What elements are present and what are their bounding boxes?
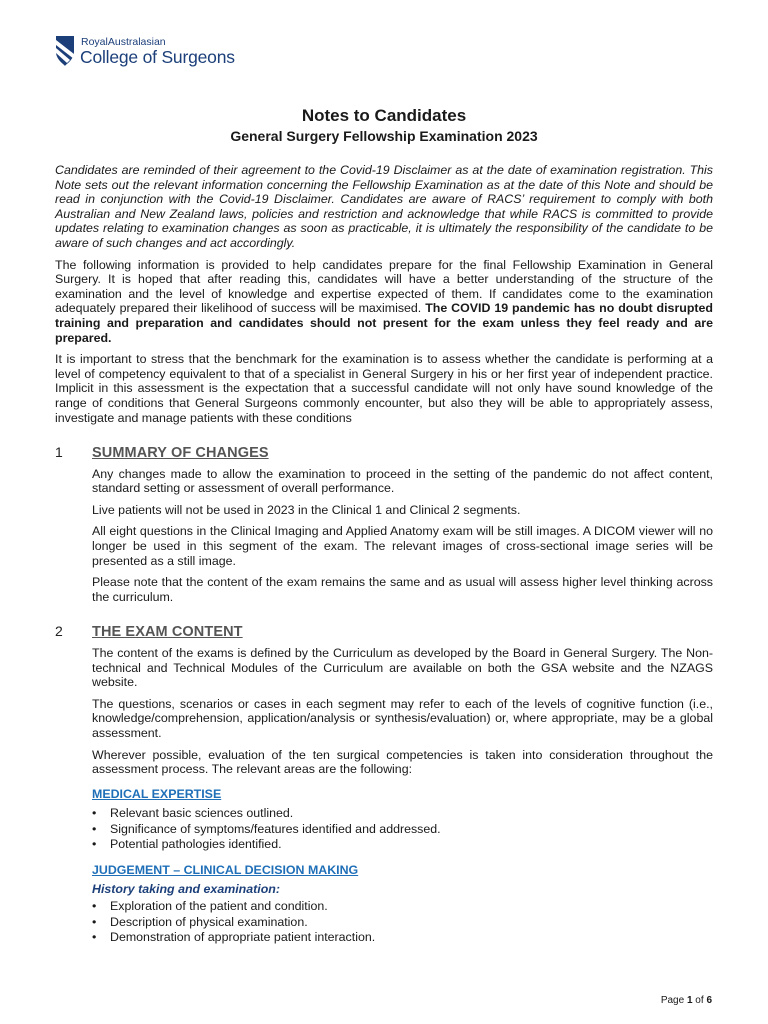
section-1-paragraph: Live patients will not be used in 2023 in the Clinical 1 and Clinical 2 segments. (92, 502, 521, 517)
list-item: • Demonstration of appropriate patient interaction. (92, 930, 713, 946)
page-number (661, 994, 712, 1009)
shield-logo-icon (54, 34, 76, 68)
section-1-paragraph: All eight questions in the Clinical Imaging and Applied Anatomy exam will be still images. A DICOM viewer will no longer be used in this segment of the exam. The relevant images of cross-sectional image series will be presented as a still image. (92, 524, 713, 568)
logo-text-line2: College of Surgeons (80, 46, 235, 67)
section-1-number: 1 (55, 444, 63, 461)
judgement-list (92, 899, 713, 946)
section-2-paragraph: Wherever possible, evaluation of the ten surgical competencies is taken into consideration throughout the assessment process. The relevant areas are the following: (92, 747, 713, 777)
covid-disclaimer: Candidates are reminded of their agreement to the Covid-19 Disclaimer as at the date of examination registration. This Note sets out the relevant information concerning the Fellowship Examination as at the date of this Note and should be read in conjunction with the Covid-19 Disclaimer. Candidates are aware of RACS’ requirement to comply with both Australian and New Zealand laws, policies and restriction and acknowledge that while RACS is committed to provide updates relating to examination changes as soon as practicable, it is ultimately the responsibility of the candidate to be aware of such changes and act accordingly. (55, 163, 713, 250)
section-1-paragraph: Any changes made to allow the examination to proceed in the setting of the pandemic do not affect content, standard setting or assessment of overall performance. (92, 466, 713, 496)
document-body (55, 163, 713, 952)
list-item: • Exploration of the patient and condition. (92, 899, 713, 915)
list-item: • Relevant basic sciences outlined. (92, 806, 713, 822)
list-item: • Potential pathologies identified. (92, 837, 713, 853)
section-1-heading (55, 445, 713, 461)
section-1-body (92, 467, 713, 605)
section-1-paragraph: Please note that the content of the exam remains the same and as usual will assess higher level thinking across the curriculum. (92, 575, 713, 604)
section-1-title: SUMMARY OF CHANGES (92, 445, 269, 462)
section-2-paragraph: The content of the exams is defined by the Curriculum as developed by the Board in General Surgery. The Non-technical and Technical Modules of the Curriculum are available on both the GSA website and the NZAGS website. (92, 646, 713, 690)
page-total: 6 (706, 995, 712, 1006)
medical-expertise-heading: MEDICAL EXPERTISE (92, 786, 222, 801)
intro-paragraph (55, 258, 713, 346)
judgement-heading: JUDGEMENT – CLINICAL DECISION MAKING (92, 862, 359, 877)
logo-text-line1: RoyalAustralasian (81, 35, 166, 48)
section-2-number: 2 (55, 623, 63, 640)
page-of: of (692, 995, 707, 1006)
section-2-paragraph: The questions, scenarios or cases in each segment may refer to each of the levels of cognitive function (i.e., knowledge/comprehension, application/analysis or synthesis/evaluation) or, where appropriate, may be a global assessment. (92, 696, 713, 740)
section-2-title: THE EXAM CONTENT (92, 624, 243, 641)
history-taking-subheading: History taking and examination: (92, 882, 280, 897)
section-2-heading (55, 624, 713, 640)
document-title: Notes to Candidates (301, 106, 467, 125)
document-header (0, 106, 768, 145)
document-subtitle: General Surgery Fellowship Examination 2023 (230, 128, 538, 144)
intro-paragraph-text: The following information is provided to help candidates prepare for the final Fellowship Examination in General Surgery. It is hoped that after reading this, candidates will have a better understanding of the structure of the examination and the level of knowledge and expertise expected of them. If candidates come to the examination adequately prepared their likelihood of success will be maximised. (55, 257, 713, 316)
list-item: • Significance of symptoms/features identified and addressed. (92, 822, 713, 838)
medical-expertise-list (92, 806, 713, 853)
page-label: Page (660, 995, 687, 1006)
page-current: 1 (686, 995, 693, 1006)
covid-warning: The COVID 19 pandemic has no doubt disrupted training and preparation and candidates should not present for the exam unless they feel ready and are prepared. (55, 301, 713, 345)
section-2-body (92, 646, 713, 946)
list-item: • Description of physical examination. (92, 915, 713, 931)
benchmark-paragraph: It is important to stress that the benchmark for the examination is to assess whether the candidate is performing at a level of competency equivalent to that of a specialist in General Surgery in his or her first year of independent practice. Implicit in this assessment is the expectation that a successful candidate will not only have sound knowledge of the range of conditions that General Surgeons commonly encounter, but also they will be able to appropriately assess, investigate and manage patients with these conditions (55, 352, 713, 425)
racs-logo (54, 34, 235, 68)
